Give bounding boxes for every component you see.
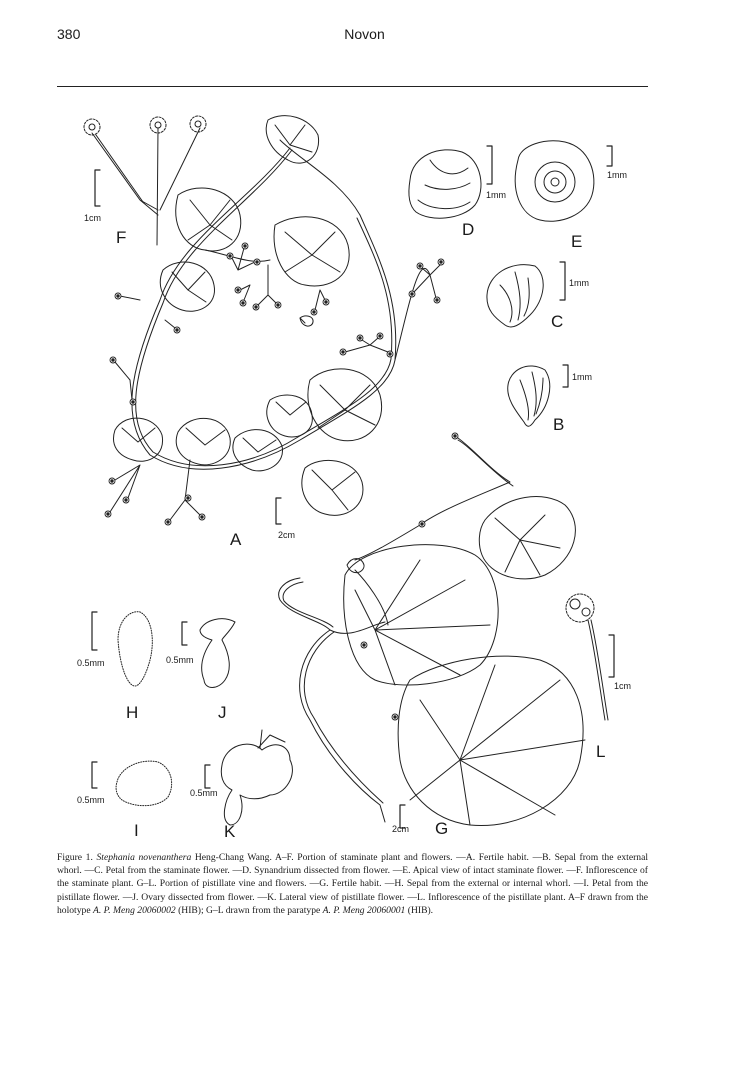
panel-d-synandrium [409,146,492,218]
caption-holotype: A. P. Meng 20060002 [92,904,176,916]
panel-label-f: F [116,228,127,247]
caption-body-1: Heng-Chang Wang. A–F. Portion of staminate plant and flowers. —A. Fertile habit. —B. Sepal from the external whorl. —C. Petal from the staminate flower. —D. Synandrium dissected from flower. —E. Apical view of intact staminate flower. —F. Inflorescence of the staminate plant. G–L. Portion of pistillate vine and flowers. —G. Fertile habit. —H. Sepal from the external or internal whorl. —I. Petal from the pistillate flower. —J. Ovary dissected from flower. —K. Lateral view of pistillate flower. —L. Inflorescence of the pistillate plant. A–F drawn from the holotype [57,852,649,916]
scale-label-h: 0.5mm [77,658,105,668]
scale-label-j: 0.5mm [166,655,194,665]
scale-label-d: 1mm [486,190,506,200]
panel-label-e: E [571,232,583,251]
scale-label-b: 1mm [572,372,592,382]
panel-h-sepal [92,612,152,686]
scale-label-l: 1cm [614,681,632,691]
panel-label-b: B [553,415,565,434]
panel-j-ovary [182,619,235,688]
panel-label-g: G [435,819,449,838]
panel-label-a: A [230,530,242,549]
caption-figure-label: Figure 1. [57,852,93,863]
scale-label-k: 0.5mm [190,788,218,798]
figure-caption [57,851,648,917]
caption-species-name: Stephania novenanthera [96,852,192,863]
scale-label-e: 1mm [607,170,627,180]
scale-label-f: 1cm [84,213,102,223]
panel-label-i: I [134,821,139,840]
panel-label-d: D [462,220,475,239]
page-number: 380 [57,26,81,42]
scale-label-a: 2cm [278,530,296,540]
panel-k-lateral-view [205,730,292,825]
panel-label-l: L [596,742,606,761]
panel-label-h: H [126,703,139,722]
panel-a-staminate-vine [105,116,444,525]
panel-f-inflorescence [84,116,206,245]
running-head: Novon [344,26,385,42]
panel-label-j: J [218,703,227,722]
panel-e-apical-view [515,141,612,221]
scale-label-g: 2cm [392,824,410,834]
caption-body-3: (HIB). [405,904,434,916]
panel-g-pistillate-vine [279,433,585,828]
scale-label-c: 1mm [569,278,589,288]
caption-paratype: A. P. Meng 20060001 [322,904,406,916]
panel-l-pistillate-inflorescence [566,594,614,720]
panel-label-c: C [551,312,564,331]
scale-label-i: 0.5mm [77,795,105,805]
panel-label-k: K [224,822,236,841]
caption-body-2: (HIB); G–L drawn from the paratype [175,904,323,916]
